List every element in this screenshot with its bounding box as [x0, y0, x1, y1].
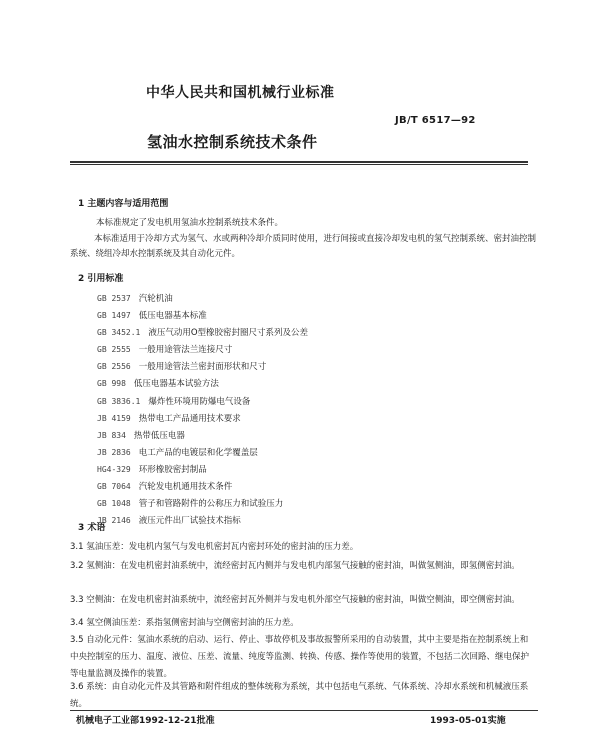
- section-2-heading: 2 引用标准: [78, 274, 124, 284]
- standard-name: 管子和管路附件的公称压力和试验压力: [138, 499, 284, 510]
- term-definition: [70, 539, 536, 556]
- list-item: [97, 358, 308, 375]
- implementation-date: 1993-05-01实施: [430, 716, 506, 726]
- header-divider-thin: [70, 164, 528, 165]
- standard-code: HG4-329: [97, 464, 131, 474]
- term-text: 系统：由自动化元件及其管路和附件组成的整体统称为系统，其中包括电气系统、气体系统、冷却水系统和机械液压系统。: [70, 682, 529, 709]
- list-item: [97, 341, 308, 358]
- list-item: [97, 410, 308, 427]
- standard-name: 一般用途管法兰连接尺寸: [138, 345, 233, 356]
- list-item: [97, 324, 308, 341]
- standard-code: GB 1497: [97, 311, 131, 321]
- standard-name: 电工产品的电镀层和化学覆盖层: [138, 447, 258, 458]
- list-item: [97, 478, 308, 495]
- section-3-heading: 3 术语: [78, 523, 106, 533]
- standard-code: GB 3452.1: [97, 328, 141, 338]
- standard-name: 爆炸性环境用防爆电气设备: [148, 396, 251, 407]
- footer-divider: [70, 710, 538, 711]
- standard-code: GB 2555: [97, 345, 131, 355]
- term-number: 3.1: [70, 542, 84, 552]
- list-item: [97, 427, 308, 444]
- term-number: 3.6: [70, 682, 84, 692]
- term-number: 3.5: [70, 635, 84, 645]
- issuing-organization: 中华人民共和国机械行业标准: [146, 85, 335, 101]
- standard-name: 低压电器基本标准: [138, 311, 207, 322]
- term-text: 空侧油：在发电机密封油系统中，流经密封瓦外侧并与发电机外部空气接触的密封油，叫做空侧油，即空侧密封油。: [86, 595, 520, 605]
- standard-name: 环形橡胶密封制品: [138, 464, 207, 475]
- term-text: 氢油压差：发电机内氢气与发电机密封瓦内密封环处的密封油的压力差。: [86, 542, 359, 552]
- term-text: 自动化元件：氢油水系统的启动、运行、停止、事故停机及事故报警所采用的自动装置，其中主要是指在控制系统上和中央控制室的压力、温度、液位、压差、流量、纯度等监测、转换、传感、操作等使用的装置，不包括二次回路、继电保护等电量监测及操作的装置。: [70, 635, 530, 679]
- list-item: [97, 375, 308, 392]
- standard-name: 一般用途管法兰密封面形状和尺寸: [138, 362, 267, 373]
- document-title: 氢油水控制系统技术条件: [147, 133, 318, 151]
- list-item: [97, 512, 308, 529]
- standard-code: GB 998: [97, 379, 126, 389]
- standard-name: 热带低压电器: [133, 430, 185, 441]
- standard-name: 液压气动用O型橡胶密封圈尺寸系列及公差: [148, 328, 309, 339]
- standard-code: GB 2556: [97, 362, 131, 372]
- term-number: 3.3: [70, 595, 84, 605]
- section-1-paragraph-1: 本标准规定了发电机用氢油水控制系统技术条件。: [96, 218, 284, 228]
- standard-name: 汽轮机油: [138, 294, 173, 304]
- standard-name: 汽轮发电机通用技术条件: [138, 482, 233, 493]
- list-item: [97, 307, 308, 324]
- term-number: 3.2: [70, 561, 84, 571]
- term-definition: [70, 615, 536, 632]
- approval-date: 机械电子工业部1992-12-21批准: [76, 716, 215, 726]
- standard-code: GB 3836.1: [97, 396, 141, 406]
- standard-code: GB 2537: [97, 294, 131, 303]
- section-1-paragraph-2: 本标准适用于冷却方式为氢气、水或两种冷却介质同时使用，进行间接或直接冷却发电机的氢气控制系统、密封油控制系统、绕组冷却水控制系统及其自动化元件。: [70, 234, 537, 259]
- standard-number: JB/T 6517—92: [395, 115, 476, 126]
- term-text: 氢侧油：在发电机密封油系统中，流经密封瓦内侧并与发电机内部氢气接触的密封油，叫做氢侧油，即氢侧密封油。: [86, 561, 520, 571]
- standard-code: JB 2146: [97, 516, 131, 526]
- term-definition: [70, 592, 536, 609]
- standard-name: 低压电器基本试验方法: [133, 379, 219, 390]
- term-number: 3.4: [70, 618, 84, 628]
- standard-code: JB 834: [97, 430, 126, 440]
- section-1-heading: 1 主题内容与适用范围: [78, 199, 169, 209]
- term-definition: [70, 679, 536, 713]
- list-item: [97, 495, 308, 512]
- term-text: 氢空侧油压差：系指氢侧密封油与空侧密封油的压力差。: [86, 618, 299, 628]
- list-item: [97, 444, 308, 461]
- standard-code: JB 2836: [97, 447, 131, 457]
- standard-name: 液压元件出厂试验技术指标: [138, 516, 241, 527]
- standard-code: GB 1048: [97, 499, 131, 509]
- term-definition: [70, 632, 536, 683]
- term-definition: [70, 558, 536, 575]
- standard-code: GB 7064: [97, 482, 131, 492]
- header-divider-thick: [70, 161, 528, 163]
- list-item: [97, 393, 308, 410]
- standard-name: 热带电工产品通用技术要求: [138, 413, 241, 424]
- list-item: [97, 290, 308, 307]
- list-item: [97, 461, 308, 478]
- standard-code: JB 4159: [97, 413, 131, 423]
- referenced-standards-list: [97, 290, 308, 529]
